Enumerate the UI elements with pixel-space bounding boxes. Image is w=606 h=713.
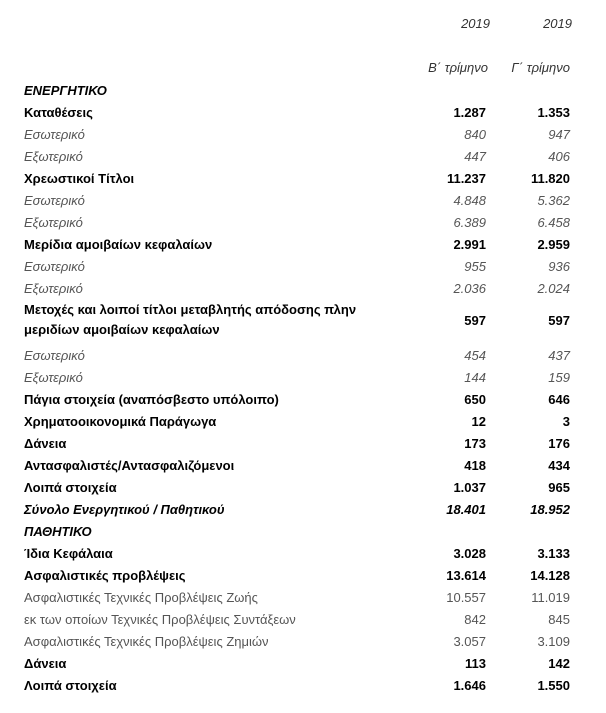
row-value-q3: 437 (548, 348, 570, 363)
row-label: Ίδια Κεφάλαια (24, 546, 113, 561)
table-row (0, 453, 606, 475)
table-row (0, 475, 606, 497)
row-value-q3: 3.133 (537, 546, 570, 561)
table-row (0, 166, 606, 188)
row-label: Δάνεια (24, 436, 67, 451)
row-label: Χρεωστικοί Τίτλοι (24, 171, 135, 186)
table-row (0, 232, 606, 254)
row-label: Ασφαλιστικές Τεχνικές Προβλέψεις Ζημιών (24, 634, 269, 649)
row-value-q2: 650 (464, 392, 486, 407)
table-row (0, 585, 606, 607)
table-row (0, 651, 606, 673)
table-row (0, 343, 606, 365)
row-label: Λοιπά στοιχεία (24, 678, 117, 693)
row-value-q2: 840 (464, 127, 486, 142)
row-value-q3: 2.024 (537, 281, 570, 296)
row-label: Εξωτερικό (24, 215, 83, 230)
row-value-q3: 434 (548, 458, 570, 473)
row-value-q2: 418 (464, 458, 486, 473)
row-value-q2: 18.401 (446, 502, 486, 517)
row-label: Εξωτερικό (24, 281, 83, 296)
row-label: Λοιπά στοιχεία (24, 480, 117, 495)
table-row (0, 541, 606, 563)
row-value-q3: 5.362 (537, 193, 570, 208)
row-value-q2: 597 (464, 313, 486, 328)
row-label: Εξωτερικό (24, 149, 83, 164)
table-row (0, 607, 606, 629)
table-row (0, 254, 606, 276)
row-value-q2: 842 (464, 612, 486, 627)
table-row (0, 78, 606, 100)
row-value-q2: 113 (465, 656, 486, 671)
row-label: Σύνολο Ενεργητικού / Παθητικού (24, 502, 225, 517)
row-value-q3: 406 (548, 149, 570, 164)
table-row (0, 431, 606, 453)
row-label: Μερίδια αμοιβαίων κεφαλαίων (24, 237, 213, 252)
row-value-q2: 10.557 (446, 590, 486, 605)
row-label: εκ των οποίων Τεχνικές Προβλέψεις Συντάξεων (24, 612, 296, 627)
table-row (0, 188, 606, 210)
row-value-q3: 18.952 (530, 502, 570, 517)
row-value-q2: 447 (464, 149, 486, 164)
row-value-q2: 3.057 (453, 634, 486, 649)
row-label: Εξωτερικό (24, 370, 83, 385)
row-value-q3: 11.019 (531, 590, 570, 605)
table-row (0, 365, 606, 387)
row-value-q3: 1.550 (537, 678, 570, 693)
row-value-q2: 1.287 (453, 105, 486, 120)
row-value-q3: 6.458 (537, 215, 570, 230)
row-value-q3: 3 (562, 414, 570, 429)
row-label: ΕΝΕΡΓΗΤΙΚΟ (24, 83, 107, 98)
row-value-q2: 955 (464, 259, 486, 274)
row-value-q3: 947 (548, 127, 570, 142)
row-value-q3: 142 (548, 656, 570, 671)
row-value-q2: 1.037 (453, 480, 486, 495)
row-value-q2: 1.646 (453, 678, 486, 693)
row-label: Δάνεια (24, 656, 67, 671)
column-header-year-1: 2019 (461, 16, 490, 31)
balance-sheet-table (0, 78, 606, 695)
row-value-q3: 14.128 (530, 568, 570, 583)
row-value-q3: 3.109 (537, 634, 570, 649)
row-value-q2: 6.389 (453, 215, 486, 230)
row-value-q2: 13.614 (446, 568, 486, 583)
row-value-q2: 144 (464, 370, 486, 385)
row-label: Πάγια στοιχεία (αναπόσβεστο υπόλοιπο) (24, 392, 279, 407)
table-row (0, 497, 606, 519)
table-row (0, 629, 606, 651)
row-value-q2: 4.848 (453, 193, 486, 208)
column-header-year-2: 2019 (543, 16, 572, 31)
row-value-q3: 176 (548, 436, 570, 451)
table-row (0, 519, 606, 541)
table-row (0, 409, 606, 431)
row-value-q2: 2.991 (453, 237, 486, 252)
row-value-q3: 2.959 (537, 237, 570, 252)
row-label: Εσωτερικό (24, 127, 85, 142)
row-label: Αντασφαλιστές/Αντασφαλιζόμενοι (24, 458, 235, 473)
table-row (0, 563, 606, 585)
row-label: Εσωτερικό (24, 348, 85, 363)
row-label: Εσωτερικό (24, 259, 85, 274)
table-row (0, 100, 606, 122)
row-label: Ασφαλιστικές Τεχνικές Προβλέψεις Ζωής (24, 590, 258, 605)
row-value-q3: 936 (548, 259, 570, 274)
row-value-q2: 173 (464, 436, 486, 451)
row-label: Ασφαλιστικές προβλέψεις (24, 568, 186, 583)
row-value-q2: 2.036 (453, 281, 486, 296)
column-header-quarter-2: Γ΄ τρίμηνο (511, 60, 570, 75)
row-label: ΠΑΘΗΤΙΚΟ (24, 524, 92, 539)
row-value-q3: 597 (548, 313, 570, 328)
row-label: Εσωτερικό (24, 193, 85, 208)
table-row (0, 673, 606, 695)
row-label: Χρηματοοικονομικά Παράγωγα (24, 414, 217, 429)
table-row (0, 144, 606, 166)
row-value-q2: 454 (464, 348, 486, 363)
row-value-q2: 12 (471, 414, 486, 429)
table-row (0, 122, 606, 144)
row-value-q3: 845 (548, 612, 570, 627)
table-row (0, 298, 606, 343)
row-value-q2: 11.237 (446, 171, 486, 186)
row-value-q3: 11.820 (530, 171, 570, 186)
column-header-quarter-1: Β΄ τρίμηνο (428, 60, 488, 75)
row-value-q3: 1.353 (537, 105, 570, 120)
row-value-q2: 3.028 (453, 546, 486, 561)
table-row (0, 276, 606, 298)
row-label: Καταθέσεις (24, 105, 93, 120)
row-label: Μετοχές και λοιποί τίτλοι μεταβλητής απόδοσης πλην μεριδίων αμοιβαίων κεφαλαίων (24, 302, 357, 337)
row-value-q3: 646 (548, 392, 570, 407)
row-value-q3: 965 (548, 480, 570, 495)
table-row (0, 387, 606, 409)
table-row (0, 210, 606, 232)
row-value-q3: 159 (548, 370, 570, 385)
